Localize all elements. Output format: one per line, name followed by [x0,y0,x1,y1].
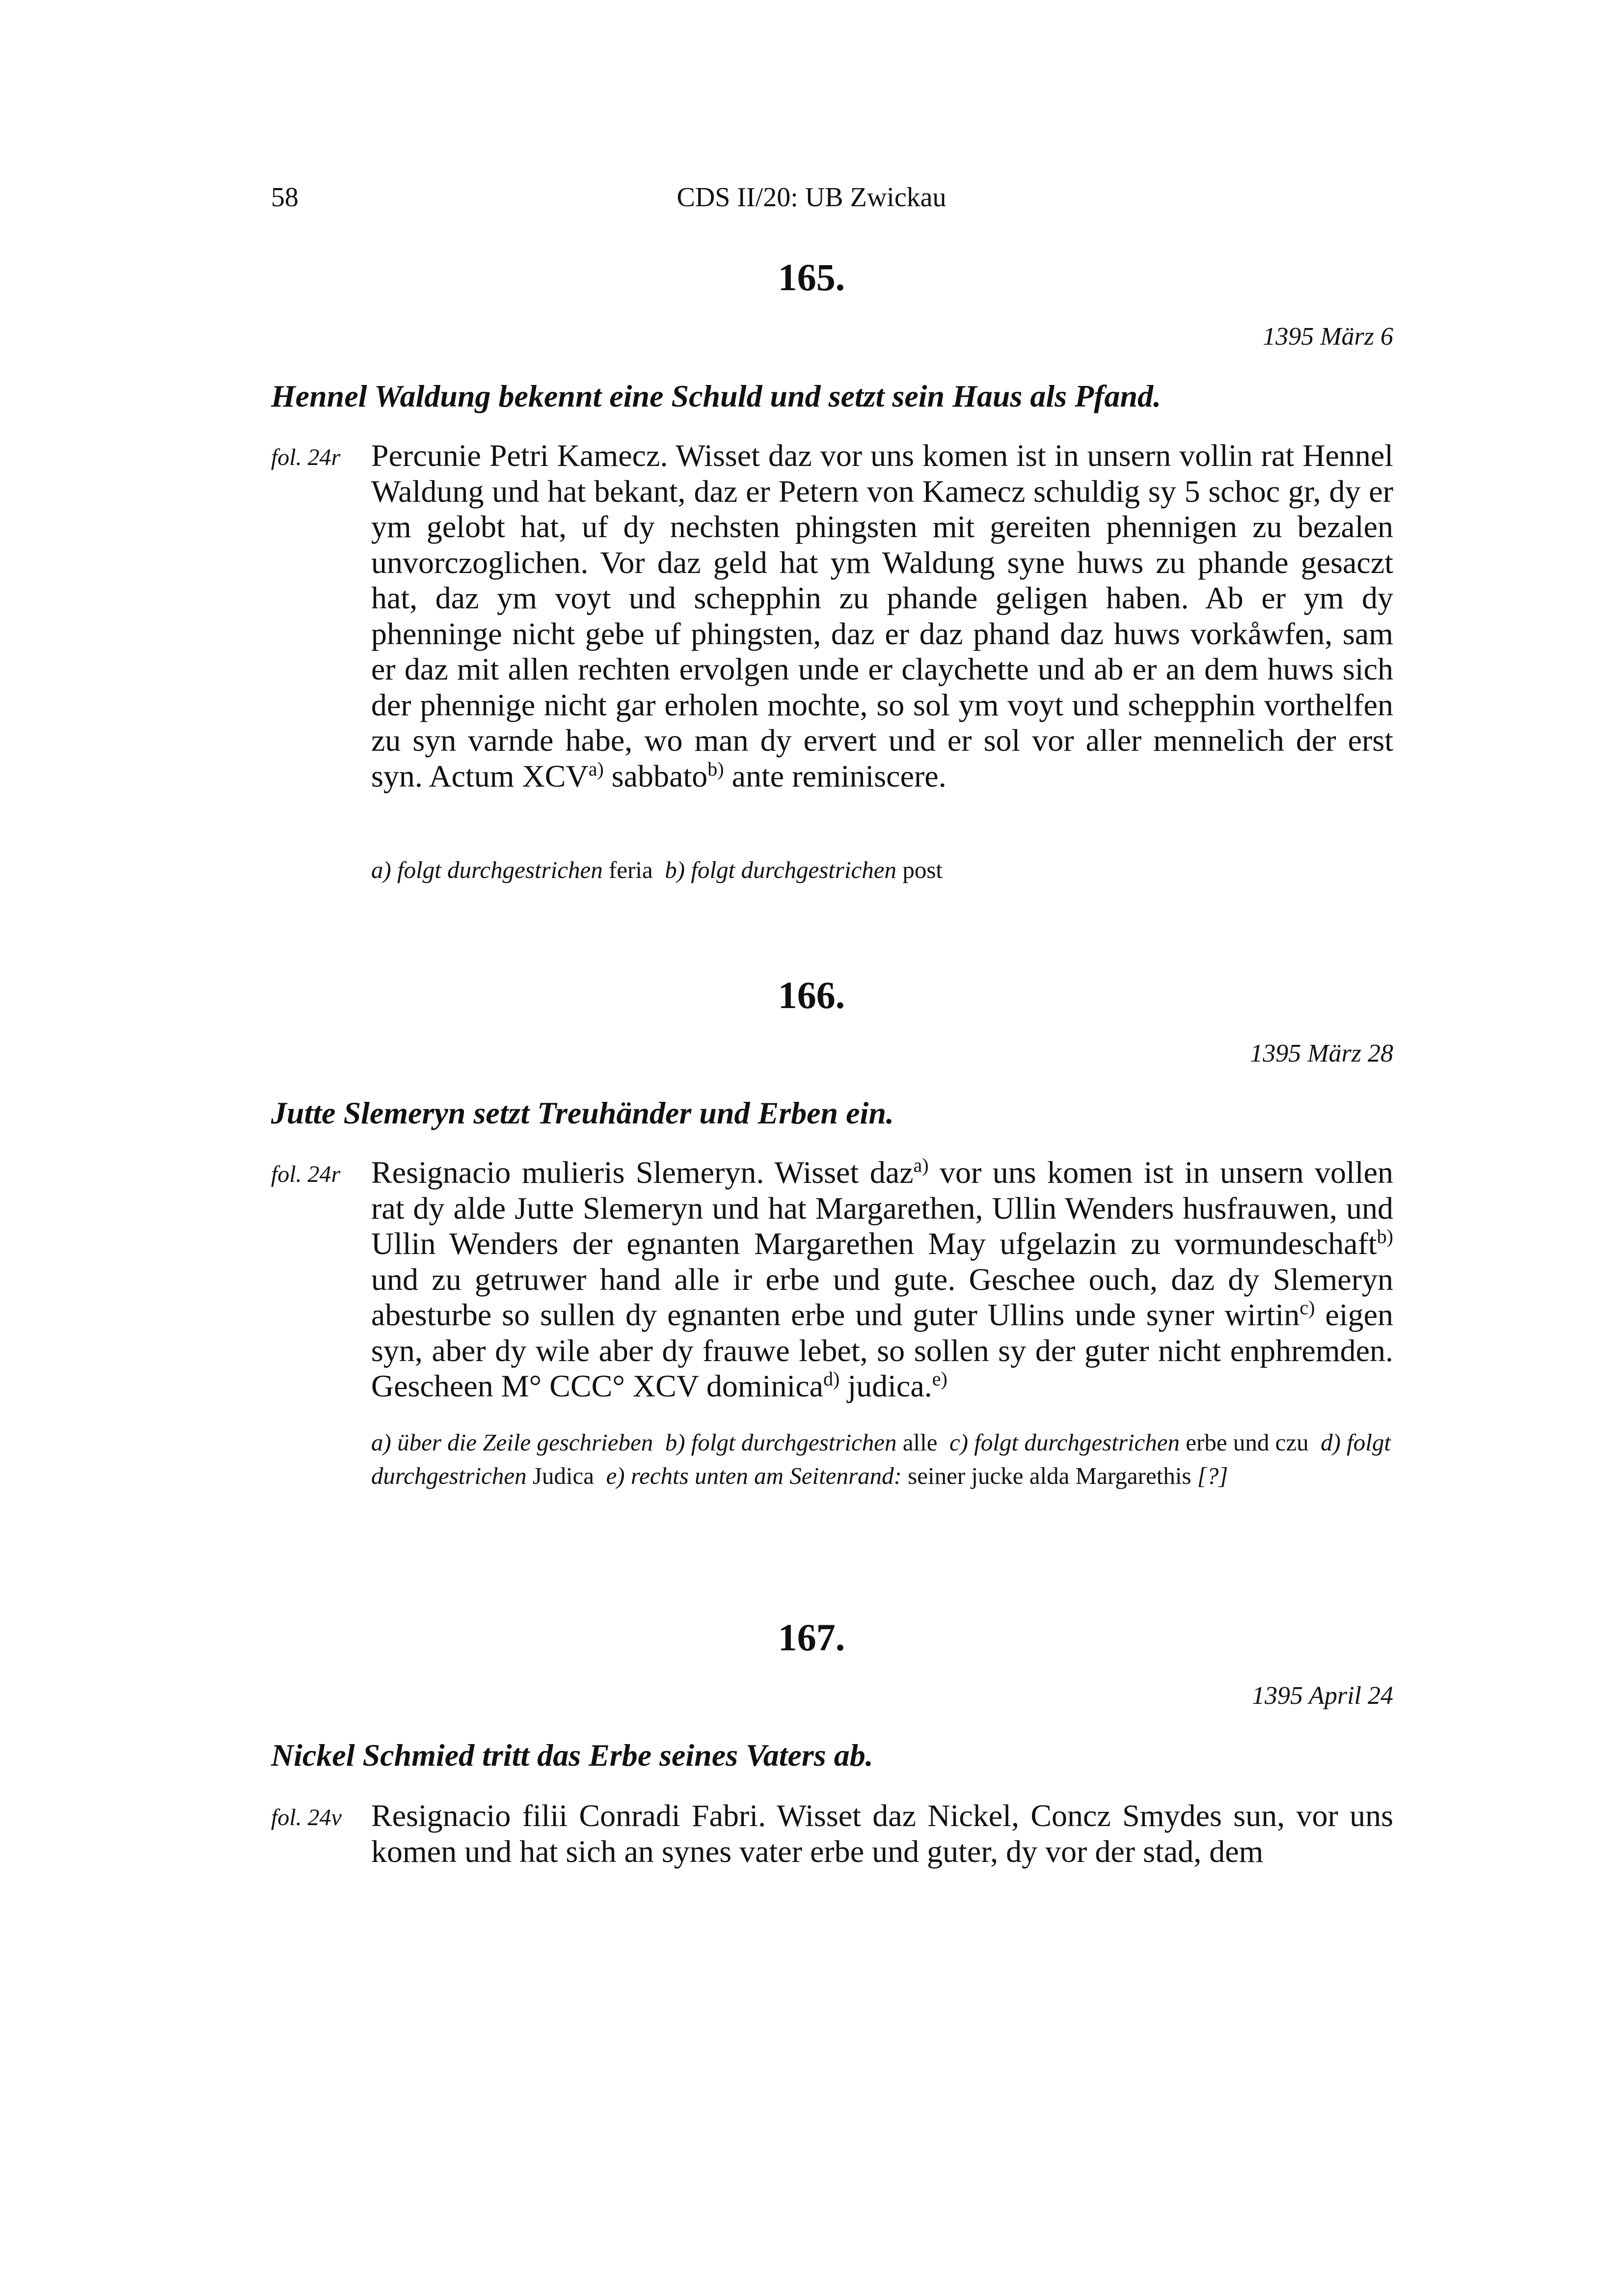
footnote-marker: c) [1299,1296,1315,1319]
entry-number: 167. [778,1616,845,1659]
footnote-marker: a) [913,1154,929,1176]
footnote-marker: b) [1377,1225,1393,1248]
footnote-marker: d) [823,1367,840,1390]
entry-text: Percunie Petri Kamecz. Wisset daz vor uns komen ist in unsern vollin rat Hennel Waldung und hat bekant, daz er Petern von Kamecz schuldig sy 5 schoc gr, dy er ym gelobt hat, uf dy nechsten phingsten mit gereiten phennigen zu bezalen unvorczoglichen. Vor daz geld hat ym Waldung syne huws zu phande gesaczt hat, daz ym voyt und schepphin zu phande geligen haben. Ab er ym dy phenninge nicht gebe uf phingsten, daz er daz phand daz huws vorkåwfen, sam er daz mit allen rechten ervolgen unde er claychette und ab er an dem huws sich der phennige nicht gar erholen mochte, so sol ym voyt und schepphin vorthelfen zu syn varnde habe, wo man dy ervert und er sol vor aller mennelich der erst syn. Actum XCV$^{a)}$ sabbato$^{b)}$ ante reminiscere. [371,438,1393,793]
entry-regest: Jutte Slemeryn setzt Treuhänder und Erben ein. [271,1095,894,1130]
entry-regest: Hennel Waldung bekennt eine Schuld und setzt sein Haus als Pfand. [271,379,1162,413]
footnotes: a) folgt durchgestrichen feria b) folgt durchgestrichen post [371,856,943,883]
folio-reference: fol. 24r [271,444,341,470]
folio-reference: fol. 24r [271,1161,341,1187]
footnote-marker: e) [932,1367,947,1390]
entry-date: 1395 April 24 [1252,1682,1393,1710]
entry-text: Resignacio filii Conradi Fabri. Wisset daz Nickel, Concz Smydes sun, vor uns komen und hat sich an synes vater erbe und guter, dy vor der stad, dem [371,1798,1393,1869]
folio-reference: fol. 24v [271,1804,342,1831]
footnotes: a) über die Zeile geschrieben b) folgt durchgestrichen alle c) folgt durchgestrichen erbe und czu d) folgt durchgestrichen Judica e) rechts unten am Seitenrand: seiner jucke alda Margarethis [?] [371,1429,1391,1489]
page-number: 58 [271,182,298,213]
entry-regest: Nickel Schmied tritt das Erbe seines Vaters ab. [271,1738,873,1773]
entry-number: 166. [778,974,845,1016]
entry-date: 1395 März 6 [1263,323,1393,351]
entry-text: Resignacio mulieris Slemeryn. Wisset daz$^{a)}$ vor uns komen ist in unsern vollen rat dy alde Jutte Slemeryn und hat Margarethen, Ullin Wenders husfrauwen, und Ullin Wenders der egnanten Margarethen May ufgelazin zu vormundeschaft$^{b)}$ und zu getruwer hand alle ir erbe und gute. Geschee ouch, daz dy Slemeryn abesturbe so sullen dy egnanten erbe und guter Ullins unde syner wirtin$^{c)}$ eigen syn, aber dy wile aber dy frauwe lebet, so sollen sy der guter nicht enphremden. Gescheen M° CCC° XCV dominica$^{d)}$ judica.$^{e)}$ [371,1154,1394,1403]
footnote-marker: a) [588,758,604,780]
footnote-marker: b) [707,758,724,780]
entry-date: 1395 März 28 [1250,1039,1393,1067]
running-title: CDS II/20: UB Zwickau [676,182,947,213]
entry-number: 165. [778,256,845,299]
